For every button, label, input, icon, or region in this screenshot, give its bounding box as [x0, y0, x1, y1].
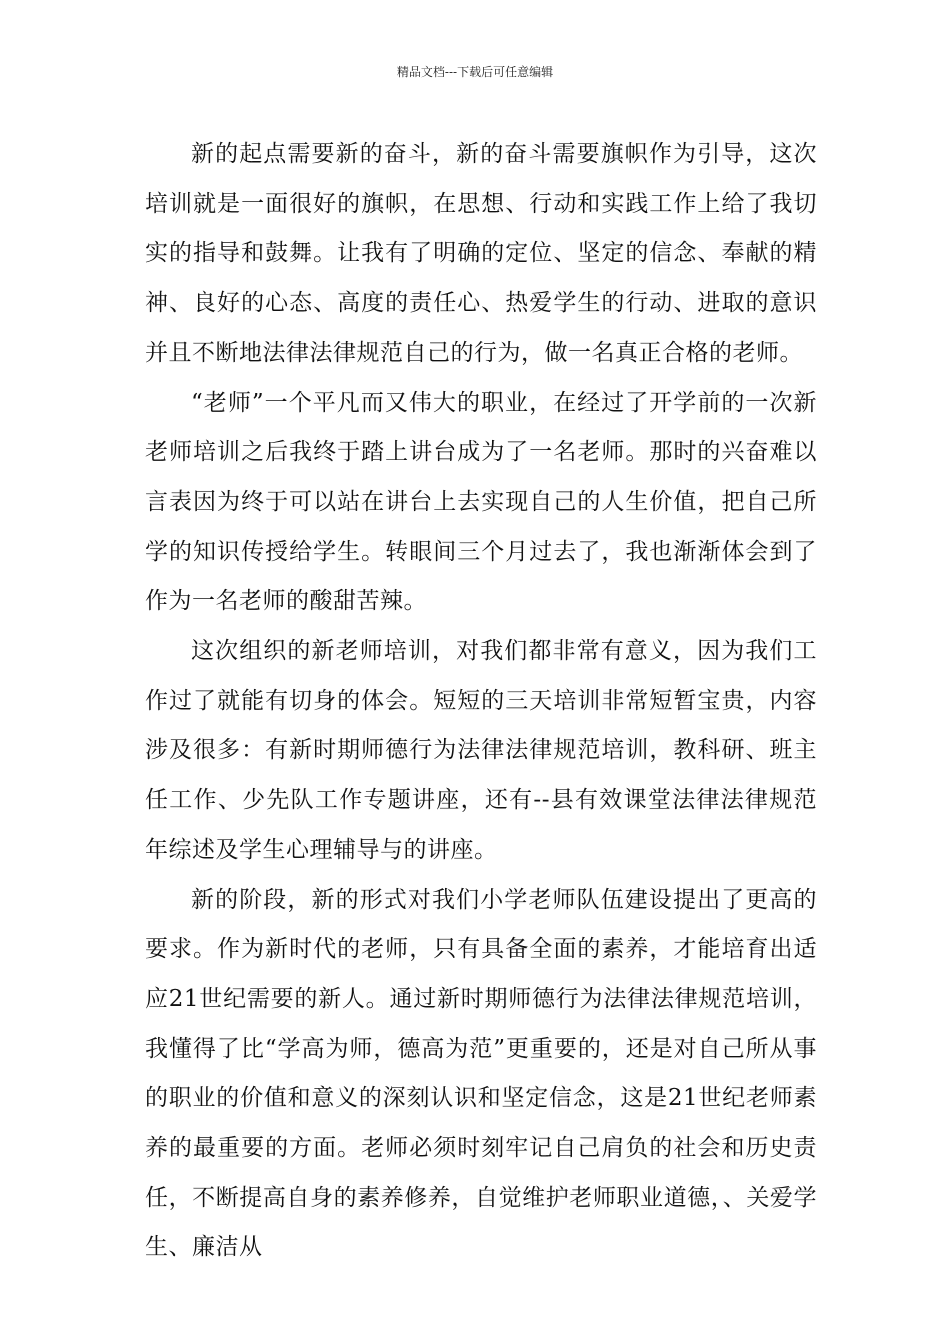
document-body: [145, 130, 817, 1273]
paragraph-2: “老师”一个平凡而又伟大的职业，在经过了开学前的一次新老师培训之后我终于踏上讲台成为了一名老师。那时的兴奋难以言表因为终于可以站在讲台上去实现自己的人生价值，把自己所学的知识传授给学生。转眼间三个月过去了，我也渐渐体会到了作为一名老师的酸甜苦辣。: [145, 389, 817, 615]
paragraph-4: 新的阶段，新的形式对我们小学老师队伍建设提出了更高的要求。作为新时代的老师，只有具备全面的素养，才能培育出适应21世纪需要的新人。通过新时期师德行为法律法律规范培训，我懂得了比“学高为师，德高为范”更重要的，还是对自己所从事的职业的价值和意义的深刻认识和坚定信念，这是21世纪老师素养的最重要的方面。老师必须时刻牢记自己肩负的社会和历史责任，不断提高自身的素养修养，自觉维护老师职业道德，、关爱学生、廉洁从: [145, 886, 817, 1261]
page-header: 精品文档---下载后可任意编辑: [396, 65, 554, 79]
paragraph-1: 新的起点需要新的奋斗，新的奋斗需要旗帜作为引导，这次培训就是一面很好的旗帜，在思想、行动和实践工作上给了我切实的指导和鼓舞。让我有了明确的定位、坚定的信念、奉献的精神、良好的心态、高度的责任心、热爱学生的行动、进取的意识并且不断地法律法律规范自己的行为，做一名真正合格的老师。: [145, 141, 817, 366]
paragraph-3: 这次组织的新老师培训，对我们都非常有意义，因为我们工作过了就能有切身的体会。短短的三天培训非常短暂宝贵，内容涉及很多：有新时期师德行为法律法律规范培训，教科研、班主任工作、少先队工作专题讲座，还有--县有效课堂法律法律规范年综述及学生心理辅导与的讲座。: [145, 638, 817, 863]
